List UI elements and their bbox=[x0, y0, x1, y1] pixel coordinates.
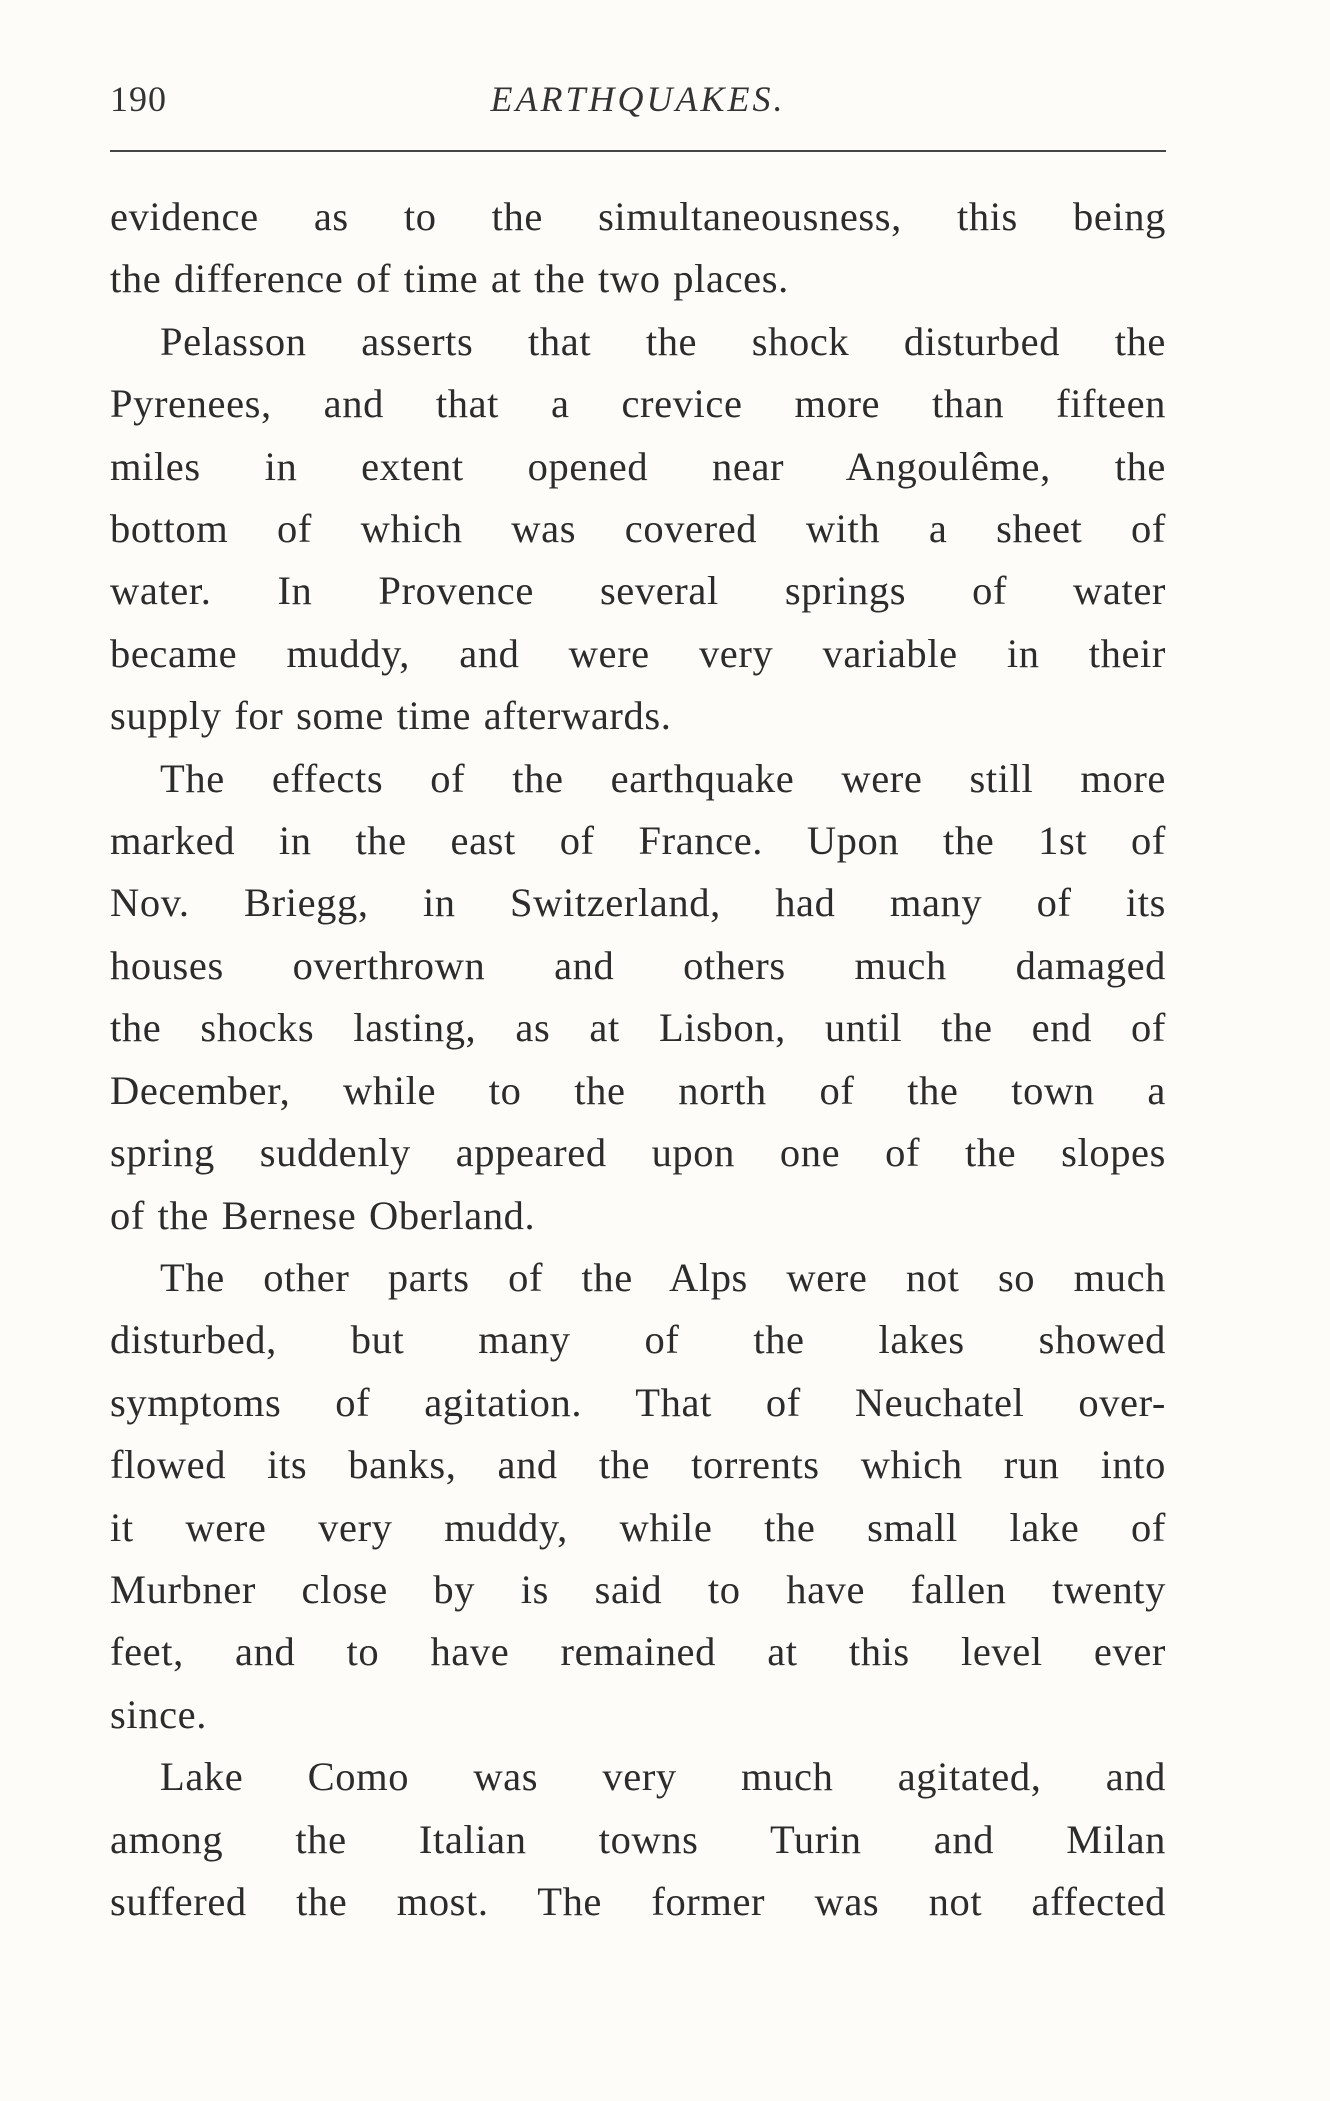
text-line: The effects of the earthquake were still more bbox=[160, 755, 1166, 801]
paragraph bbox=[110, 748, 1166, 1247]
paragraph bbox=[110, 186, 1166, 311]
text-line: since. bbox=[110, 1691, 207, 1737]
text-line: miles in extent opened near Angoulême, the bbox=[110, 443, 1166, 489]
text-line: evidence as to the simultaneousness, this being bbox=[110, 194, 1166, 239]
text-line: among the Italian towns Turin and Milan bbox=[110, 1816, 1166, 1862]
text-line: Lake Como was very much agitated, and bbox=[160, 1754, 1166, 1800]
body-text bbox=[110, 186, 1166, 1933]
page-number: 190 bbox=[110, 79, 167, 119]
text-line: of the Bernese Oberland. bbox=[110, 1192, 536, 1238]
paragraph bbox=[110, 311, 1166, 748]
text-line: it were very muddy, while the small lake of bbox=[110, 1504, 1166, 1550]
text-line: the difference of time at the two places. bbox=[110, 256, 789, 302]
text-line: water. In Provence several springs of water bbox=[110, 568, 1166, 614]
text-line: Nov. Briegg, in Switzerland, had many of its bbox=[110, 880, 1166, 926]
text-line: spring suddenly appeared upon one of the slopes bbox=[110, 1130, 1166, 1176]
page-header bbox=[110, 78, 1166, 128]
text-line: Pelasson asserts that the shock disturbed the bbox=[160, 318, 1166, 364]
text-line: symptoms of agitation. That of Neuchatel over- bbox=[110, 1379, 1166, 1425]
text-line: Murbner close by is said to have fallen twenty bbox=[110, 1566, 1166, 1612]
text-line: Pyrenees, and that a crevice more than fifteen bbox=[110, 381, 1166, 427]
header-rule bbox=[110, 150, 1166, 152]
text-line: the shocks lasting, as at Lisbon, until the end of bbox=[110, 1005, 1166, 1051]
text-line: suffered the most. The former was not affected bbox=[110, 1878, 1166, 1924]
text-line: flowed its banks, and the torrents which run into bbox=[110, 1442, 1166, 1488]
paragraph bbox=[110, 1746, 1166, 1933]
text-line: feet, and to have remained at this level ever bbox=[110, 1629, 1166, 1675]
paragraph bbox=[110, 1247, 1166, 1746]
running-title: EARTHQUAKES. bbox=[490, 79, 786, 119]
text-line: marked in the east of France. Upon the 1st of bbox=[110, 818, 1166, 864]
text-line: December, while to the north of the town a bbox=[110, 1067, 1166, 1113]
text-line: bottom of which was covered with a sheet of bbox=[110, 506, 1166, 552]
text-line: disturbed, but many of the lakes showed bbox=[110, 1317, 1166, 1363]
text-line: The other parts of the Alps were not so much bbox=[160, 1254, 1166, 1300]
text-line: supply for some time afterwards. bbox=[110, 693, 672, 739]
text-line: became muddy, and were very variable in their bbox=[110, 630, 1166, 676]
text-line: houses overthrown and others much damaged bbox=[110, 942, 1166, 988]
